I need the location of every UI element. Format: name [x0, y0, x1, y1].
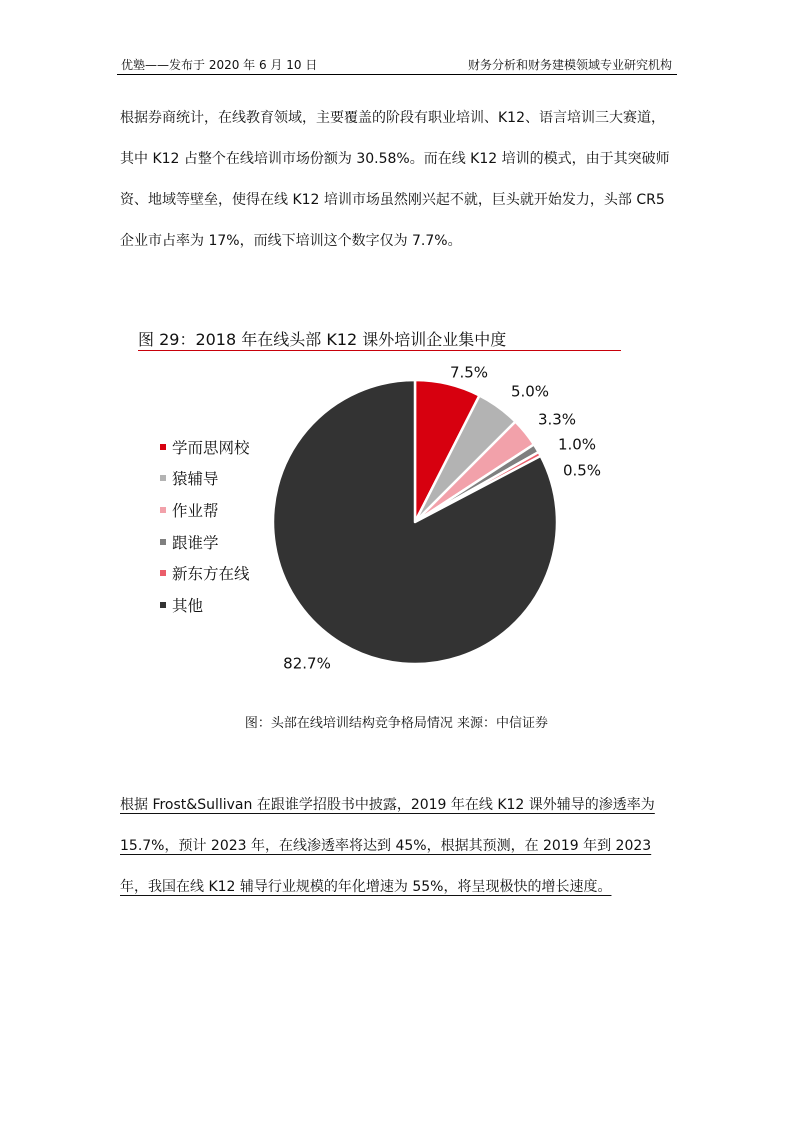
- header-date: 优塾——发布于 2020 年 6 月 10 日: [121, 58, 318, 72]
- legend-item: [160, 589, 250, 621]
- paragraph-line: 根据 Frost&Sullivan 在跟谁学招股书中披露，2019 年在线 K12 课外辅导的渗透率为: [120, 797, 655, 813]
- pie-data-label: 0.5%: [562, 461, 602, 480]
- header-organization: 财务分析和财务建模领域专业研究机构: [467, 58, 672, 72]
- pie-data-label: 7.5%: [449, 363, 489, 382]
- legend-item: [160, 557, 250, 589]
- paragraph-line: 企业市占率为 17%，而线下培训这个数字仅为 7.7%。: [120, 233, 462, 249]
- legend-label: 猿辅导: [172, 470, 219, 489]
- legend-item: [160, 526, 250, 558]
- legend-label: 新东方在线: [172, 565, 250, 584]
- legend-item: [160, 431, 250, 463]
- legend-label: 其他: [172, 596, 204, 615]
- pie-data-label: 82.7%: [283, 654, 331, 673]
- paragraph-penetration: [120, 785, 680, 908]
- pie-data-label: 3.3%: [537, 410, 577, 429]
- legend-swatch: [160, 507, 166, 513]
- legend-swatch: [160, 602, 166, 608]
- legend-swatch: [160, 475, 166, 481]
- legend-swatch: [160, 570, 166, 576]
- paragraph-line: 年，我国在线 K12 辅导行业规模的年化增速为 55%，将呈现极快的增长速度。: [120, 879, 612, 895]
- paragraph-line: 其中 K12 占整个在线培训市场份额为 30.58%。而在线 K12 培训的模式，由于其突破师: [120, 151, 670, 167]
- paragraph-line: 根据券商统计，在线教育领域，主要覆盖的阶段有职业培训、K12、语言培训三大赛道，: [120, 110, 665, 126]
- legend-swatch: [160, 539, 166, 545]
- legend-item: [160, 494, 250, 526]
- paragraph-line: 资、地域等壁垒，使得在线 K12 培训市场虽然刚兴起不就，巨头就开始发力，头部 CR5: [120, 192, 665, 208]
- legend-item: [160, 463, 250, 495]
- pie-data-label: 1.0%: [557, 435, 597, 454]
- pie-data-label: 5.0%: [510, 382, 550, 401]
- chart-title: 图 29：2018 年在线头部 K12 课外培训企业集中度: [138, 330, 507, 349]
- paragraph-line: 15.7%，预计 2023 年，在线渗透率将达到 45%，根据其预测，在 2019 年到 2023: [120, 838, 652, 854]
- legend-label: 跟谁学: [172, 533, 219, 552]
- legend-label: 作业帮: [172, 501, 219, 520]
- figure-caption: 图：头部在线培训结构竞争格局情况 来源：中信证券: [244, 716, 549, 731]
- legend-label: 学而思网校: [172, 438, 250, 457]
- legend-swatch: [160, 444, 166, 450]
- chart-legend: [160, 431, 250, 621]
